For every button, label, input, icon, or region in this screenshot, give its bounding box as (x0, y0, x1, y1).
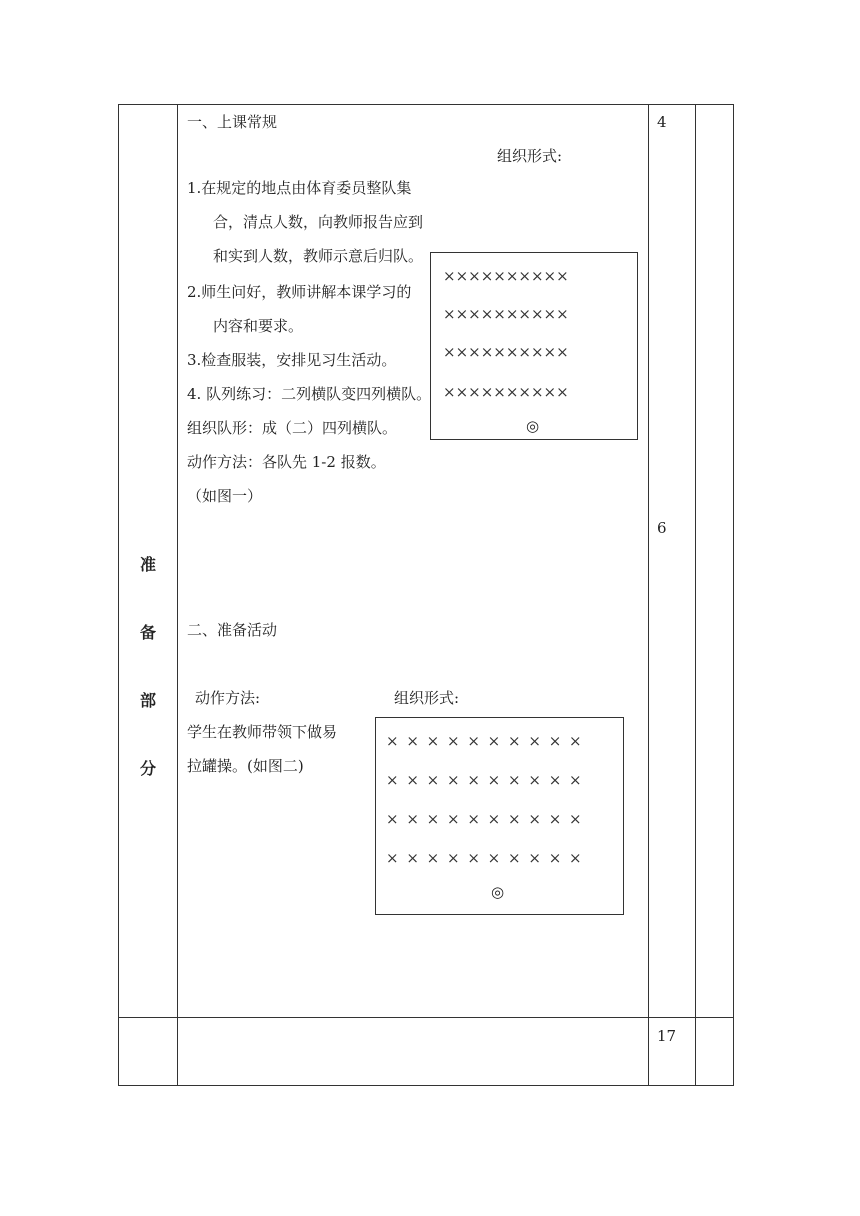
part1-line: 1.在规定的地点由体育委员整队集 (187, 179, 412, 197)
table-top-border (118, 104, 734, 105)
table-row-divider (118, 1017, 734, 1018)
formation-figure-1 (430, 252, 638, 440)
table-col-divider-2 (648, 104, 649, 1086)
formation-row: × × × × × × × × × × (386, 849, 584, 867)
table-left-border (118, 104, 119, 1086)
section-label-char: 准 (140, 555, 157, 574)
table-col-divider-1 (177, 104, 178, 1086)
part1-line: （如图一） (187, 487, 263, 505)
part1-org-label: 组织形式: (497, 147, 563, 165)
formation-row: × × × × × × × × × × (386, 771, 584, 789)
part2-org-label: 组织形式: (394, 689, 460, 707)
part1-line: 2.师生问好，教师讲解本课学习的 (187, 283, 412, 301)
formation-row: ×××××××××× (443, 305, 569, 323)
formation-figure-2 (375, 717, 624, 915)
part2-line: 学生在教师带领下做易 (187, 723, 338, 741)
part2-heading: 二、准备活动 (187, 621, 278, 639)
part1-line: 内容和要求。 (213, 317, 304, 335)
time-value: 4 (657, 113, 667, 131)
teacher-position-icon: ◎ (526, 417, 540, 435)
table-bottom-border (118, 1085, 734, 1086)
time-value: 17 (657, 1027, 677, 1045)
formation-row: × × × × × × × × × × (386, 732, 584, 750)
part1-line: 组织队形：成（二）四列横队。 (187, 419, 398, 437)
part1-line: 4. 队列练习：二列横队变四列横队。 (187, 385, 432, 403)
part2-method-label: 动作方法: (195, 689, 261, 707)
table-col-divider-3 (695, 104, 696, 1086)
part1-line: 和实到人数，教师示意后归队。 (213, 247, 424, 265)
part2-line: 拉罐操。(如图二) (187, 757, 304, 775)
part1-line: 合，清点人数，向教师报告应到 (213, 213, 424, 231)
formation-row: ×××××××××× (443, 343, 569, 361)
table-right-border (733, 104, 734, 1086)
section-label-char: 部 (140, 691, 157, 710)
section-label-char: 分 (140, 759, 157, 778)
formation-row: × × × × × × × × × × (386, 810, 584, 828)
teacher-position-icon: ◎ (491, 883, 505, 901)
formation-row: ×××××××××× (443, 267, 569, 285)
part1-line: 动作方法：各队先 1-2 报数。 (187, 453, 386, 471)
part1-line: 3.检查服装，安排见习生活动。 (187, 351, 397, 369)
time-value: 6 (657, 519, 667, 537)
formation-row: ×××××××××× (443, 383, 569, 401)
section-label-char: 备 (140, 623, 157, 642)
part1-heading: 一、上课常规 (187, 113, 278, 131)
